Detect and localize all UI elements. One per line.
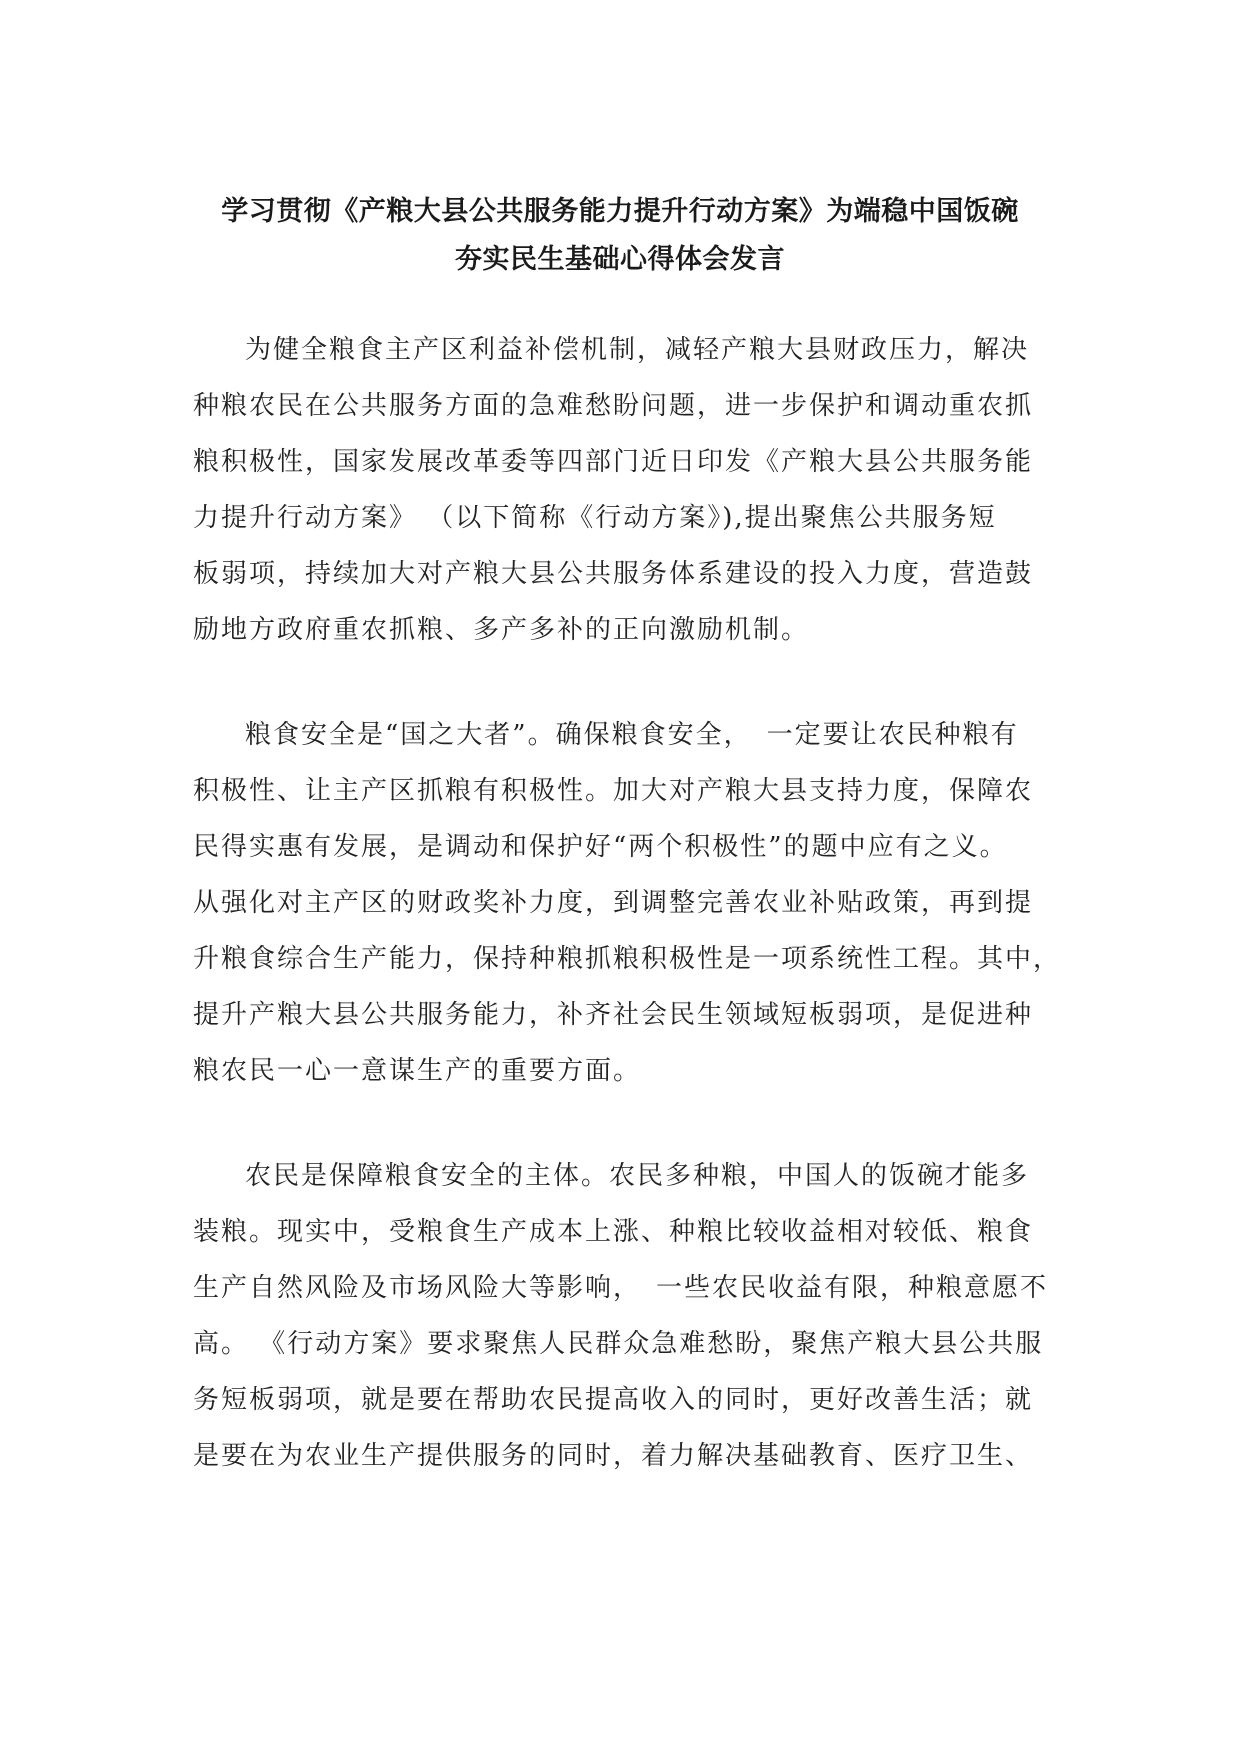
paragraph-line: 提升产粮大县公共服务能力，补齐社会民生领域短板弱项，是促进种 (193, 1000, 1034, 1030)
paragraph-line: 粮食安全是“国之大者”。确保粮食安全， 一定要让农民种粮有 (245, 720, 1019, 750)
paragraph-line: 为健全粮食主产区利益补偿机制，减轻产粮大县财政压力，解决 (245, 335, 1030, 365)
paragraph-line: 粮农民一心一意谋生产的重要方面。 (193, 1056, 642, 1086)
paragraph-line: 高。 《行动方案》要求聚焦人民群众急难愁盼，聚焦产粮大县公共服 (193, 1329, 1044, 1359)
paragraph-line: 生产自然风险及市场风险大等影响， 一些农民收益有限，种粮意愿不 (193, 1273, 1049, 1303)
paragraph-3 (193, 1148, 1053, 1484)
paragraph-line: 种粮农民在公共服务方面的急难愁盼问题，进一步保护和调动重农抓 (193, 391, 1034, 421)
paragraph-2 (193, 707, 1062, 1099)
paragraph-line: 是要在为农业生产提供服务的同时，着力解决基础教育、医疗卫生、 (193, 1441, 1034, 1471)
paragraph-line: 励地方政府重农抓粮、多产多补的正向激励机制。 (193, 615, 810, 645)
paragraph-1 (193, 322, 1053, 658)
paragraph-line: 装粮。现实中，受粮食生产成本上涨、种粮比较收益相对较低、粮食 (193, 1217, 1034, 1247)
paragraph-line: 务短板弱项，就是要在帮助农民提高收入的同时，更好改善生活；就 (193, 1385, 1034, 1415)
paragraph-line: 民得实惠有发展，是调动和保护好“两个积极性”的题中应有之义。 (193, 832, 1008, 862)
paragraph-line: 农民是保障粮食安全的主体。农民多种粮，中国人的饭碗才能多 (245, 1161, 1030, 1191)
document-title (190, 188, 1050, 284)
title-line-1: 学习贯彻《产粮大县公共服务能力提升行动方案》为端稳中国饭碗 (221, 196, 1019, 227)
paragraph-line: 力提升行动方案》 （以下简称《行动方案》),提出聚焦公共服务短 (193, 503, 997, 533)
title-line-2: 夯实民生基础心得体会发言 (455, 244, 785, 275)
paragraph-line: 从强化对主产区的财政奖补力度，到调整完善农业补贴政策，再到提 (193, 888, 1034, 918)
paragraph-line: 粮积极性，国家发展改革委等四部门近日印发《产粮大县公共服务能 (193, 447, 1034, 477)
paragraph-line: 积极性、让主产区抓粮有积极性。加大对产粮大县支持力度，保障农 (193, 776, 1034, 806)
paragraph-line: 升粮食综合生产能力，保持种粮抓粮积极性是一项系统性工程。其中， (193, 944, 1062, 974)
document-body (193, 322, 1062, 1533)
paragraph-line: 板弱项，持续加大对产粮大县公共服务体系建设的投入力度，营造鼓 (193, 559, 1034, 589)
